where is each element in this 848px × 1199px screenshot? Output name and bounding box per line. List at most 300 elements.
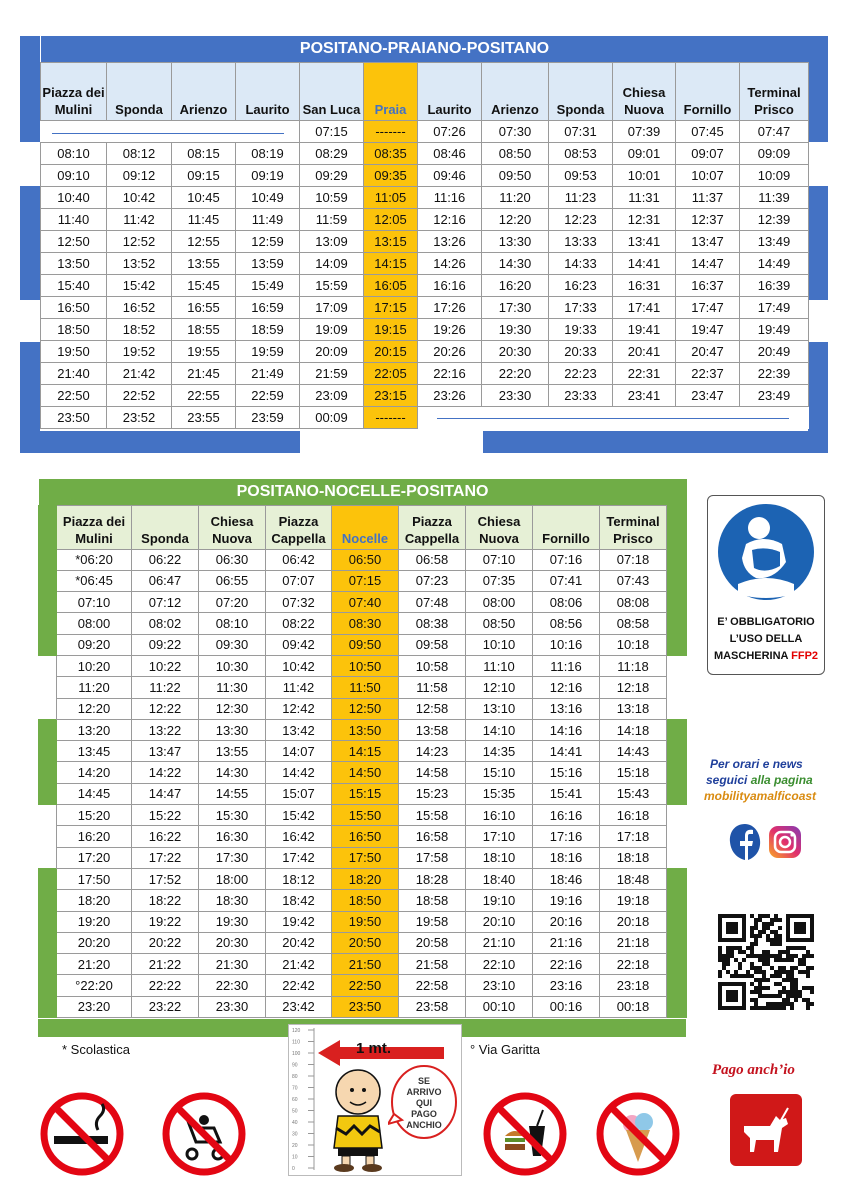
table2-edge [667, 975, 687, 996]
table1-cell: 19:26 [418, 318, 482, 340]
table2-cell: 08:56 [533, 613, 600, 634]
table2-cell: 14:45 [57, 783, 132, 804]
bubble-line-2: ARRIVO [406, 1087, 442, 1097]
table1-cell: 11:31 [613, 186, 676, 208]
table-row [39, 826, 687, 847]
table1-cell: 14:47 [676, 252, 740, 274]
table1-cell: 12:20 [482, 208, 549, 230]
table1-cell: 08:53 [549, 142, 613, 164]
table1-cell: 13:50 [41, 252, 107, 274]
face-mask-icon [716, 502, 816, 602]
table1-cell: 11:45 [172, 208, 236, 230]
table2-cell: 13:45 [57, 741, 132, 762]
table1-cell: 22:52 [107, 384, 172, 406]
table1-cell: 07:45 [676, 120, 740, 142]
table2-edge [39, 805, 57, 826]
table1-cell: 12:59 [236, 230, 300, 252]
table1-cell: 12:52 [107, 230, 172, 252]
table2-cell: 07:43 [600, 570, 667, 591]
ruler-tick-label: 0 [292, 1166, 295, 1172]
table2-cell: 21:22 [132, 954, 199, 975]
table2-cell: 14:18 [600, 719, 667, 740]
table1-cell: 23:50 [41, 406, 107, 428]
table2-cell: *06:45 [57, 570, 132, 591]
table2-cell: 11:30 [199, 677, 266, 698]
table1-cell: 14:30 [482, 252, 549, 274]
table2-edge [39, 613, 57, 634]
table1-cell: 07:30 [482, 120, 549, 142]
table2-cell: 08:06 [533, 592, 600, 613]
table1-cell: 23:09 [300, 384, 364, 406]
height-ruler [290, 1024, 320, 1174]
ruler-tick-label: 30 [292, 1131, 298, 1138]
table2-cell: 18:42 [266, 890, 332, 911]
table2-cell: 18:58 [399, 890, 466, 911]
table1-cell: 13:09 [300, 230, 364, 252]
table1-cell: 21:40 [41, 362, 107, 384]
table1-cell: 14:33 [549, 252, 613, 274]
ruler-tick-label: 40 [292, 1120, 298, 1126]
table1-cell: 07:47 [740, 120, 809, 142]
table2-cell: 08:38 [399, 613, 466, 634]
table1-cell: 20:41 [613, 340, 676, 362]
table2-cell: 18:16 [533, 847, 600, 868]
no-smoking-icon [40, 1092, 124, 1176]
table2-cell: 00:18 [600, 996, 667, 1017]
mask-line-3 [708, 648, 824, 665]
table1-cell: 23:49 [740, 384, 809, 406]
table1-cell: 09:07 [676, 142, 740, 164]
facebook-icon[interactable] [727, 822, 763, 862]
no-food-drink-icon [483, 1092, 567, 1176]
table2-edge [39, 719, 57, 740]
table1-empty-span [41, 120, 300, 142]
table2-cell: 17:50 [332, 847, 399, 868]
table1-cell: 19:59 [236, 340, 300, 362]
table2-cell: 07:10 [466, 549, 533, 570]
table1-cell: 10:45 [172, 186, 236, 208]
table-row [41, 164, 809, 186]
table1-cell: 17:49 [740, 296, 809, 318]
table2-cell: 22:58 [399, 975, 466, 996]
bubble-line-4: PAGO [411, 1109, 437, 1119]
dog-pays-icon [730, 1094, 802, 1166]
table2-title-row [39, 479, 687, 505]
table2-cell: 09:50 [332, 634, 399, 655]
table2-edge [39, 592, 57, 613]
table2-edge [667, 890, 687, 911]
table2-edge [667, 549, 687, 570]
table-row [41, 208, 809, 230]
table1-empty-span [418, 406, 809, 428]
table2-edge [667, 570, 687, 591]
table2-cell: 15:50 [332, 805, 399, 826]
table2-cell: 17:22 [132, 847, 199, 868]
table2-edge [39, 677, 57, 698]
table2-edge [39, 783, 57, 804]
table1-cell: 18:52 [107, 318, 172, 340]
table1-cell: 11:20 [482, 186, 549, 208]
table2-cell: 19:20 [57, 911, 132, 932]
table1-header-cell: Chiesa Nuova [613, 62, 676, 120]
table1-title: POSITANO-PRAIANO-POSITANO [41, 36, 809, 62]
table2-cell: 21:10 [466, 932, 533, 953]
mask-notice-text [708, 614, 824, 665]
table2-cell: 10:18 [600, 634, 667, 655]
bubble-line-1: SE [417, 1076, 430, 1086]
table2-cell: 07:32 [266, 592, 332, 613]
ffp2-label: FFP2 [791, 650, 819, 662]
table2-cell: 17:10 [466, 826, 533, 847]
table-row [41, 318, 809, 340]
table2-header-cell: Terminal Prisco [600, 505, 667, 549]
table2-cell: 18:12 [266, 868, 332, 889]
table1-header-cell: Arienzo [482, 62, 549, 120]
table1-cell: 20:49 [740, 340, 809, 362]
ruler-tick-label: 120 [292, 1028, 301, 1034]
table2-cell: 14:50 [332, 762, 399, 783]
table1-header-cell: Laurito [236, 62, 300, 120]
table1-cell: 15:42 [107, 274, 172, 296]
table1-cell: 18:50 [41, 318, 107, 340]
table1-cell: 10:42 [107, 186, 172, 208]
blue-frame-bottom-right [483, 431, 828, 453]
table2-cell: 14:41 [533, 741, 600, 762]
table2-cell: 21:42 [266, 954, 332, 975]
table2-cell: 18:50 [332, 890, 399, 911]
table2-edge [667, 505, 687, 549]
table2-cell: 13:18 [600, 698, 667, 719]
table2-edge [39, 634, 57, 655]
pago-anchio-label: Pago anch’io [712, 1062, 795, 1078]
table1-cell: 22:23 [549, 362, 613, 384]
table2-cell: 08:10 [199, 613, 266, 634]
table2-cell: 14:10 [466, 719, 533, 740]
table2-edge [667, 698, 687, 719]
table2-cell: 07:10 [57, 592, 132, 613]
table2-edge [667, 655, 687, 676]
table1-cell: 23:30 [482, 384, 549, 406]
table2-edge [39, 975, 57, 996]
table-row [39, 570, 687, 591]
table2-cell: 13:20 [57, 719, 132, 740]
table1-cell: 10:01 [613, 164, 676, 186]
table2-cell: 12:18 [600, 677, 667, 698]
no-ice-cream-icon [596, 1092, 680, 1176]
table1-cell: 10:49 [236, 186, 300, 208]
table2-edge [667, 741, 687, 762]
table1-header-row [41, 62, 809, 120]
table1-cell: 12:31 [613, 208, 676, 230]
table1-cell: 13:33 [549, 230, 613, 252]
table1-title-row [41, 36, 809, 62]
table1-header-cell: Fornillo [676, 62, 740, 120]
table2-cell: 21:18 [600, 932, 667, 953]
table1-cell: 16:37 [676, 274, 740, 296]
table1-cell: 16:55 [172, 296, 236, 318]
table1-cell: 22:05 [364, 362, 418, 384]
table1-cell: 16:59 [236, 296, 300, 318]
bubble-line-5: ANCHIO [406, 1120, 442, 1130]
charlie-brown-icon [318, 1068, 398, 1172]
table1-cell: 22:16 [418, 362, 482, 384]
table1-cell: 10:40 [41, 186, 107, 208]
table1-cell: 11:49 [236, 208, 300, 230]
table2-cell: 18:22 [132, 890, 199, 911]
table2-edge [39, 570, 57, 591]
table2-cell: 10:58 [399, 655, 466, 676]
table2-header-cell: Chiesa Nuova [466, 505, 533, 549]
table1-cell: 17:41 [613, 296, 676, 318]
table2-cell: 15:58 [399, 805, 466, 826]
table1-cell: 09:46 [418, 164, 482, 186]
table1-cell: 16:23 [549, 274, 613, 296]
table2-cell: 12:22 [132, 698, 199, 719]
table1-cell: 23:26 [418, 384, 482, 406]
table2-cell: 15:18 [600, 762, 667, 783]
table2-cell: 08:00 [466, 592, 533, 613]
ruler-tick-label: 100 [292, 1051, 301, 1057]
social-line-2 [706, 772, 844, 788]
table2-cell: 07:40 [332, 592, 399, 613]
qr-code-icon[interactable] [718, 914, 814, 1010]
table2-edge [667, 783, 687, 804]
table2-cell: 15:10 [466, 762, 533, 783]
table2-cell: 10:20 [57, 655, 132, 676]
table1-cell: 23:15 [364, 384, 418, 406]
table2-header-cell: Chiesa Nuova [199, 505, 266, 549]
table2-cell: 18:48 [600, 868, 667, 889]
table2-cell: 22:30 [199, 975, 266, 996]
table2-cell: 21:58 [399, 954, 466, 975]
social-promo [704, 756, 844, 804]
table1-cell: 19:33 [549, 318, 613, 340]
table1-cell: 16:31 [613, 274, 676, 296]
table2-header-cell: Sponda [132, 505, 199, 549]
table1-cell: 08:10 [41, 142, 107, 164]
table2-cell: 18:20 [57, 890, 132, 911]
table2-cell: 14:35 [466, 741, 533, 762]
table2-cell: 08:08 [600, 592, 667, 613]
mask-line-1: E’ OBBLIGATORIO [717, 616, 815, 628]
table-row [39, 911, 687, 932]
table2-cell: 08:02 [132, 613, 199, 634]
table1-cell: 16:20 [482, 274, 549, 296]
table1-cell: 08:15 [172, 142, 236, 164]
table2-cell: 19:30 [199, 911, 266, 932]
table1-cell: 07:15 [300, 120, 364, 142]
table1-header-cell: Laurito [418, 62, 482, 120]
table1-cell: 19:55 [172, 340, 236, 362]
table1-cell: 19:30 [482, 318, 549, 340]
table2-cell: 21:16 [533, 932, 600, 953]
table-row [39, 592, 687, 613]
table1-cell: 09:19 [236, 164, 300, 186]
table1-cell: 17:33 [549, 296, 613, 318]
table2-cell: 06:22 [132, 549, 199, 570]
table2-cell: 18:28 [399, 868, 466, 889]
table-row [39, 954, 687, 975]
table-row [39, 719, 687, 740]
table-row [41, 252, 809, 274]
positano-praiano-timetable [40, 36, 809, 429]
table2-cell: 16:18 [600, 805, 667, 826]
table1-cell: 12:05 [364, 208, 418, 230]
table2-cell: 09:20 [57, 634, 132, 655]
table1-cell: 13:55 [172, 252, 236, 274]
instagram-icon[interactable] [767, 824, 803, 860]
ruler-tick-label: 110 [292, 1039, 300, 1046]
table1-cell: 22:59 [236, 384, 300, 406]
table1-cell: 17:30 [482, 296, 549, 318]
mask-line-2: L’USO DELLA [729, 633, 803, 645]
table-row [39, 698, 687, 719]
table1-cell: 09:53 [549, 164, 613, 186]
table1-cell: 13:59 [236, 252, 300, 274]
table2-cell: 21:20 [57, 954, 132, 975]
table-row [39, 932, 687, 953]
table1-cell: 07:26 [418, 120, 482, 142]
table1-cell: 13:30 [482, 230, 549, 252]
table-row [41, 340, 809, 362]
table2-cell: 07:12 [132, 592, 199, 613]
social-handle-link[interactable]: mobilityamalficoast [704, 789, 817, 803]
table1-cell: 21:59 [300, 362, 364, 384]
note-via-garitta: ° Via Garitta [470, 1042, 540, 1057]
table1-cell: 22:31 [613, 362, 676, 384]
table2-edge [667, 592, 687, 613]
table2-cell: 07:35 [466, 570, 533, 591]
table1-cell: 09:09 [740, 142, 809, 164]
table2-cell: 17:30 [199, 847, 266, 868]
table2-cell: 07:48 [399, 592, 466, 613]
table2-cell: 06:55 [199, 570, 266, 591]
table-row [39, 890, 687, 911]
table-row [39, 741, 687, 762]
table1-cell: 08:50 [482, 142, 549, 164]
table2-cell: 14:43 [600, 741, 667, 762]
table-row [41, 230, 809, 252]
table2-cell: 12:58 [399, 698, 466, 719]
table2-cell: 07:15 [332, 570, 399, 591]
blue-frame-bottom-left [20, 431, 300, 453]
table2-cell: 12:16 [533, 677, 600, 698]
table1-cell: 12:50 [41, 230, 107, 252]
table2-cell: 19:22 [132, 911, 199, 932]
table2-cell: 20:58 [399, 932, 466, 953]
table1-cell: 22:39 [740, 362, 809, 384]
table2-cell: 14:58 [399, 762, 466, 783]
table2-cell: 23:50 [332, 996, 399, 1017]
table2-cell: 22:16 [533, 954, 600, 975]
table1-cell: 12:16 [418, 208, 482, 230]
table2-cell: 18:00 [199, 868, 266, 889]
table1-cell: 21:42 [107, 362, 172, 384]
table2-cell: 11:50 [332, 677, 399, 698]
table-row [39, 996, 687, 1017]
mask-notice-panel [707, 495, 825, 675]
table1-cell: 16:16 [418, 274, 482, 296]
table2-cell: 09:30 [199, 634, 266, 655]
table2-cell: 10:10 [466, 634, 533, 655]
table1-cell: 09:35 [364, 164, 418, 186]
table2-cell: 20:10 [466, 911, 533, 932]
table2-cell: 23:10 [466, 975, 533, 996]
table1-cell: 23:55 [172, 406, 236, 428]
table2-cell: 18:10 [466, 847, 533, 868]
ruler-tick-label: 50 [292, 1108, 298, 1115]
table1-cell: 09:50 [482, 164, 549, 186]
table2-cell: 12:10 [466, 677, 533, 698]
table2-cell: 17:58 [399, 847, 466, 868]
table2-cell: 19:50 [332, 911, 399, 932]
table2-cell: 23:30 [199, 996, 266, 1017]
table1-cell: 09:12 [107, 164, 172, 186]
table1-cell: 23:52 [107, 406, 172, 428]
table2-cell: 13:30 [199, 719, 266, 740]
table2-edge [39, 505, 57, 549]
table-row [41, 120, 809, 142]
table1-header-cell: Sponda [549, 62, 613, 120]
table2-edge [667, 996, 687, 1017]
table1-cell: 10:59 [300, 186, 364, 208]
table2-cell: 14:47 [132, 783, 199, 804]
table1-header-cell: Terminal Prisco [740, 62, 809, 120]
table2-cell: 14:07 [266, 741, 332, 762]
table1-cell: 15:45 [172, 274, 236, 296]
table1-cell: 11:05 [364, 186, 418, 208]
table2-header-cell: Piazza Cappella [266, 505, 332, 549]
table1-cell: 23:33 [549, 384, 613, 406]
table-row [41, 274, 809, 296]
table2-cell: 14:23 [399, 741, 466, 762]
table2-cell: 16:16 [533, 805, 600, 826]
table1-cell: 14:26 [418, 252, 482, 274]
table-row [39, 847, 687, 868]
table2-cell: 14:20 [57, 762, 132, 783]
table2-edge [667, 911, 687, 932]
table2-cell: 07:23 [399, 570, 466, 591]
no-service-line-right [437, 418, 789, 419]
table2-cell: 09:58 [399, 634, 466, 655]
table2-cell: 21:50 [332, 954, 399, 975]
table1-header-cell: Piazza dei Mulini [41, 62, 107, 120]
table1-cell: 17:15 [364, 296, 418, 318]
table2-edge [39, 954, 57, 975]
table2-header-row [39, 505, 687, 549]
blue-frame-left-2 [20, 186, 40, 300]
social-line-1: Per orari e news [710, 757, 803, 771]
table1-header-cell: Praia [364, 62, 418, 120]
table2-cell: 22:18 [600, 954, 667, 975]
table2-cell: 19:16 [533, 890, 600, 911]
table2-edge [667, 954, 687, 975]
table2-cell: 23:58 [399, 996, 466, 1017]
table1-cell: 09:10 [41, 164, 107, 186]
table1-cell: 12:55 [172, 230, 236, 252]
table2-cell: 15:30 [199, 805, 266, 826]
table2-cell: 15:23 [399, 783, 466, 804]
table2-cell: 16:50 [332, 826, 399, 847]
table2-cell: 10:30 [199, 655, 266, 676]
mask-word: MASCHERINA [713, 650, 789, 662]
table-row [39, 868, 687, 889]
table1-cell: 19:50 [41, 340, 107, 362]
table2-edge [667, 613, 687, 634]
table2-cell: 20:50 [332, 932, 399, 953]
table2-header-cell: Piazza Cappella [399, 505, 466, 549]
table2-cell: 20:18 [600, 911, 667, 932]
